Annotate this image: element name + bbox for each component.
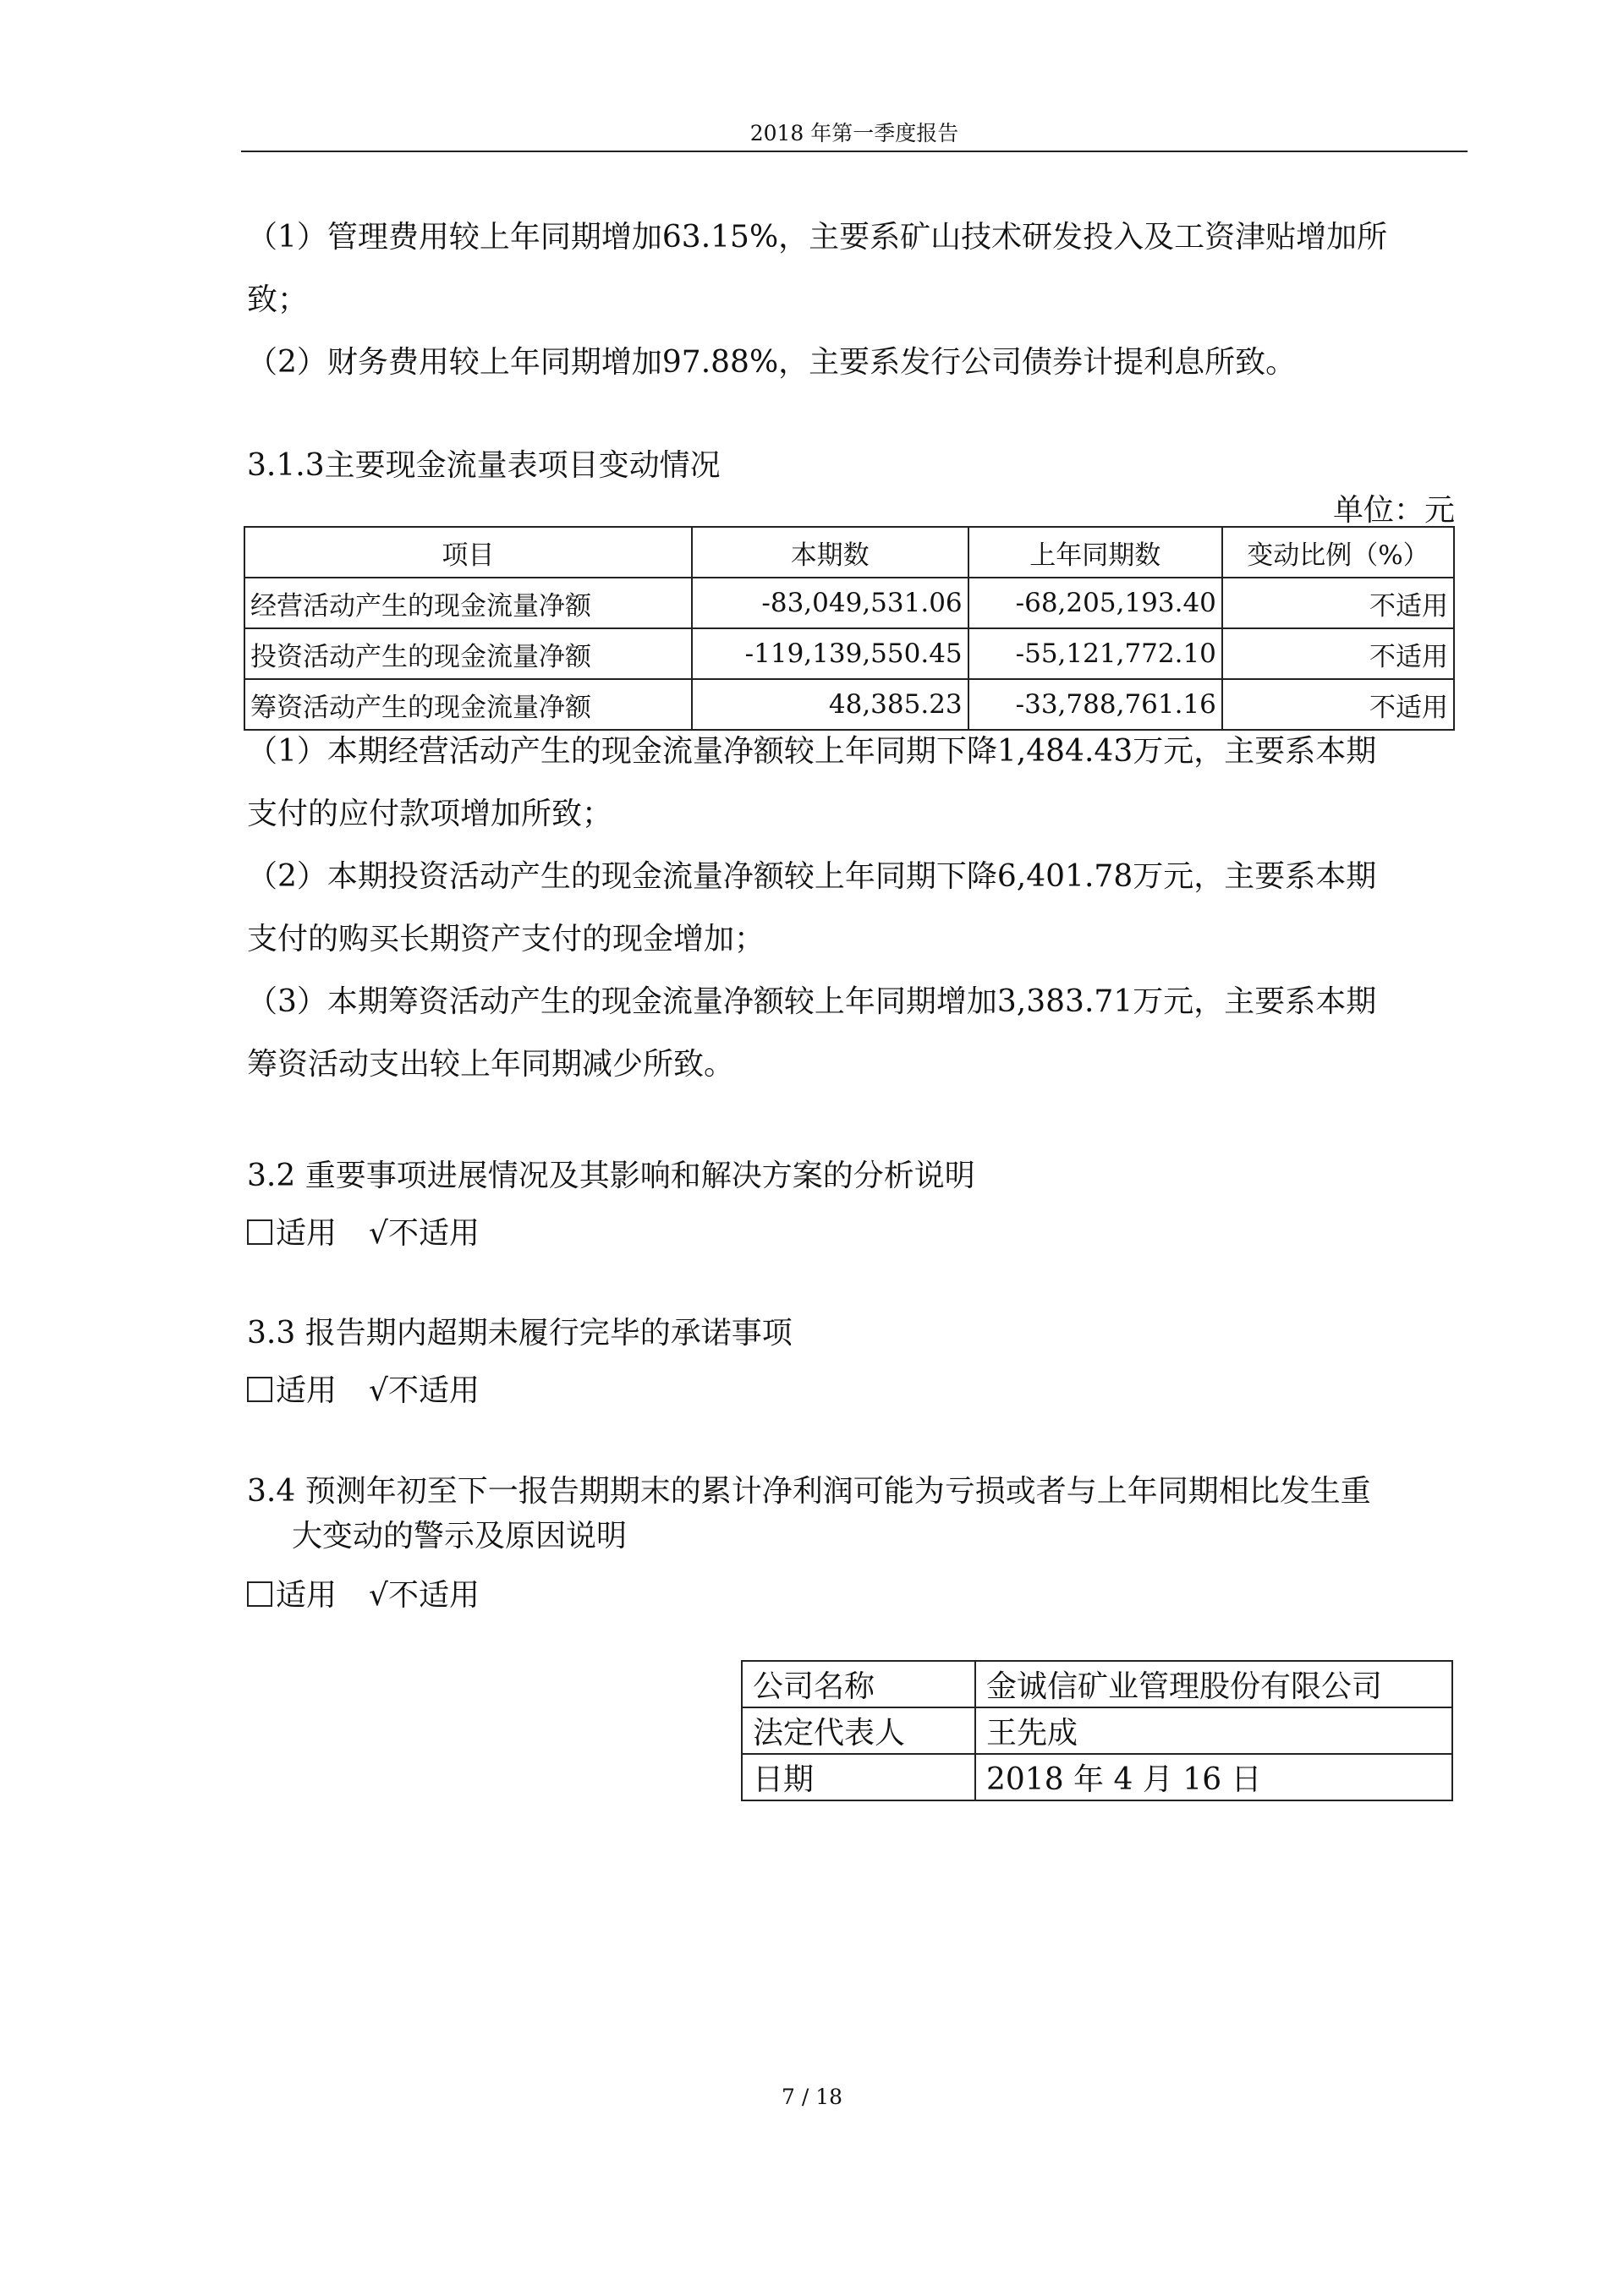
table-cell: 筹资活动产生的现金流量净额 <box>244 679 692 730</box>
note-financing: （3）本期筹资活动产生的现金流量净额较上年同期增加3,383.71万元，主要系本期 <box>247 984 1377 1019</box>
applicable-label: 适用 <box>276 1216 337 1251</box>
header-divider <box>241 151 1468 152</box>
applicability-32 <box>247 1209 480 1252</box>
not-applicable-label: √不适用 <box>369 1578 480 1613</box>
signature-key: 公司名称 <box>742 1661 975 1707</box>
checkbox-empty-icon <box>247 1219 272 1245</box>
table-row <box>742 1661 1452 1707</box>
table-cell: 不适用 <box>1222 578 1454 628</box>
unit-label: 单位：元 <box>1332 493 1455 528</box>
table-cell: -55,121,772.10 <box>968 628 1222 679</box>
table-row <box>244 628 1454 679</box>
note-financing-cont: 筹资活动支出较上年同期减少所致。 <box>247 1047 735 1082</box>
note-investing-cont: 支付的购买长期资产支付的现金增加； <box>247 922 765 956</box>
checkbox-empty-icon <box>247 1581 272 1607</box>
cash-flow-table <box>244 526 1455 731</box>
table-cell: 投资活动产生的现金流量净额 <box>244 628 692 679</box>
table-cell: 经营活动产生的现金流量净额 <box>244 578 692 628</box>
table-header-cell: 上年同期数 <box>968 527 1222 578</box>
table-row <box>742 1754 1452 1800</box>
applicable-label: 适用 <box>276 1373 337 1408</box>
note-operating: （1）本期经营活动产生的现金流量净额较上年同期下降1,484.43万元，主要系本期 <box>247 734 1377 769</box>
section-33-title: 3.3 报告期内超期未履行完毕的承诺事项 <box>247 1316 793 1351</box>
paragraph-admin-expense-cont: 致； <box>247 282 309 317</box>
note-investing: （2）本期投资活动产生的现金流量净额较上年同期下降6,401.78万元，主要系本期 <box>247 859 1377 894</box>
signature-table <box>741 1660 1453 1801</box>
table-cell: -68,205,193.40 <box>968 578 1222 628</box>
table-row <box>244 578 1454 628</box>
section-32-title: 3.2 重要事项进展情况及其影响和解决方案的分析说明 <box>247 1159 975 1193</box>
table-cell: -33,788,761.16 <box>968 679 1222 730</box>
section-34-title-cont: 大变动的警示及原因说明 <box>292 1519 628 1553</box>
page-header-title: 2018 年第一季度报告 <box>749 121 959 145</box>
signature-key: 法定代表人 <box>742 1707 975 1754</box>
signature-key: 日期 <box>742 1754 975 1800</box>
paragraph-admin-expense: （1）管理费用较上年同期增加63.15%，主要系矿山技术研发投入及工资津贴增加所 <box>247 220 1388 255</box>
table-cell: -119,139,550.45 <box>692 628 968 679</box>
checkbox-empty-icon <box>247 1377 272 1402</box>
note-operating-cont: 支付的应付款项增加所致； <box>247 797 613 831</box>
applicability-33 <box>247 1367 480 1410</box>
applicability-34 <box>247 1571 480 1614</box>
not-applicable-label: √不适用 <box>369 1216 480 1251</box>
table-header-row <box>244 527 1454 578</box>
section-313-title: 3.1.3主要现金流量表项目变动情况 <box>247 448 721 483</box>
table-cell: -83,049,531.06 <box>692 578 968 628</box>
table-header-cell: 项目 <box>244 527 692 578</box>
signature-value: 王先成 <box>975 1707 1452 1754</box>
table-cell: 不适用 <box>1222 679 1454 730</box>
table-cell: 48,385.23 <box>692 679 968 730</box>
section-34-title: 3.4 预测年初至下一报告期期末的累计净利润可能为亏损或者与上年同期相比发生重 <box>247 1474 1371 1509</box>
paragraph-finance-expense: （2）财务费用较上年同期增加97.88%，主要系发行公司债券计提利息所致。 <box>247 345 1297 380</box>
table-header-cell: 变动比例（%） <box>1222 527 1454 578</box>
signature-value: 2018 年 4 月 16 日 <box>975 1754 1452 1800</box>
applicable-label: 适用 <box>276 1578 337 1613</box>
table-row <box>742 1707 1452 1754</box>
table-cell: 不适用 <box>1222 628 1454 679</box>
table-row <box>244 679 1454 730</box>
signature-value: 金诚信矿业管理股份有限公司 <box>975 1661 1452 1707</box>
not-applicable-label: √不适用 <box>369 1373 480 1408</box>
page-number: 7 / 18 <box>781 2085 843 2109</box>
table-header-cell: 本期数 <box>692 527 968 578</box>
